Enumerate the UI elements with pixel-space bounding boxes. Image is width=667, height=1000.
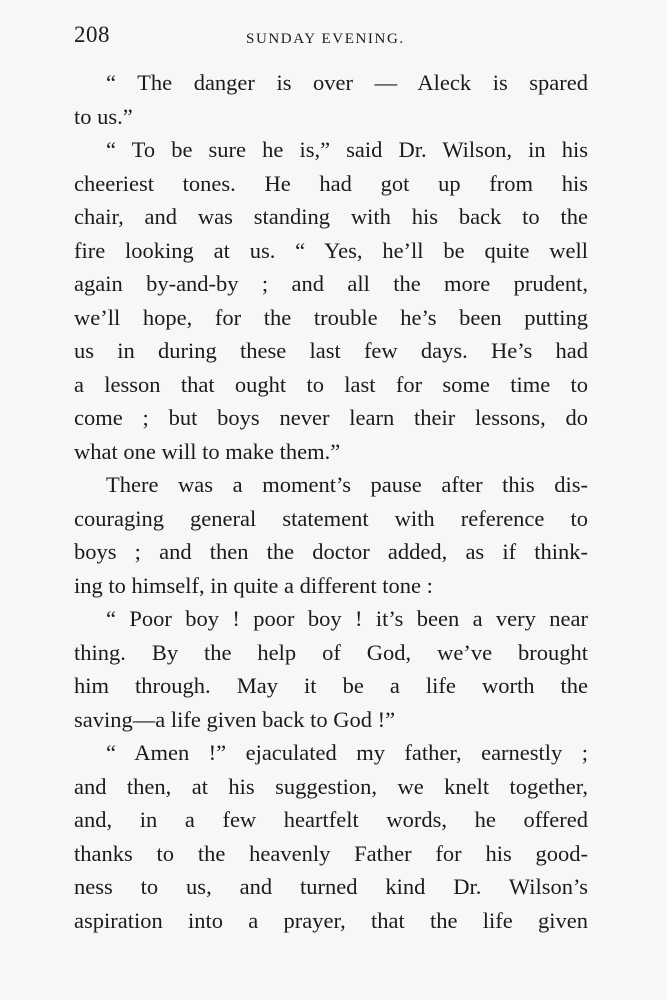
text-line: saving—a life given back to God !” bbox=[74, 706, 396, 732]
text-line: “ Amen !” ejaculated my father, earnestly ; bbox=[106, 740, 588, 765]
paragraph bbox=[74, 468, 588, 602]
text-line: and, in a few heartfelt words, he offered bbox=[74, 807, 588, 832]
text-line: come ; but boys never learn their lessons, do bbox=[74, 405, 588, 430]
paragraph bbox=[74, 66, 588, 133]
running-title: SUNDAY EVENING. bbox=[246, 31, 405, 47]
paragraph bbox=[74, 736, 588, 937]
text-line: chair, and was standing with his back to the bbox=[74, 204, 588, 229]
text-line: again by-and-by ; and all the more prudent, bbox=[74, 271, 588, 296]
text-line: and then, at his suggestion, we knelt together, bbox=[74, 773, 588, 799]
text-line: ing to himself, in quite a different tone : bbox=[74, 572, 433, 598]
text-line: a lesson that ought to last for some time to bbox=[74, 371, 588, 397]
text-line: There was a moment’s pause after this dis- bbox=[106, 472, 588, 497]
body-text bbox=[74, 66, 588, 937]
text-line: him through. May it be a life worth the bbox=[74, 673, 588, 698]
text-line: “ To be sure he is,” said Dr. Wilson, in his bbox=[106, 137, 588, 162]
text-line: what one will to make them.” bbox=[74, 438, 341, 464]
running-head bbox=[74, 22, 586, 52]
text-line: cheeriest tones. He had got up from his bbox=[74, 170, 588, 196]
text-line: ness to us, and turned kind Dr. Wilson’s bbox=[74, 874, 588, 899]
text-line: “ Poor boy ! poor boy ! it’s been a very near bbox=[106, 606, 588, 631]
text-line: boys ; and then the doctor added, as if think- bbox=[74, 539, 588, 564]
paragraph bbox=[74, 602, 588, 736]
text-line: to us.” bbox=[74, 103, 133, 129]
page-number: 208 bbox=[74, 22, 110, 47]
text-line: aspiration into a prayer, that the life given bbox=[74, 907, 588, 933]
text-line: “ The danger is over — Aleck is spared bbox=[106, 70, 588, 95]
text-line: fire looking at us. “ Yes, he’ll be quite well bbox=[74, 237, 588, 263]
text-line: us in during these last few days. He’s had bbox=[74, 338, 588, 363]
text-line: we’ll hope, for the trouble he’s been putting bbox=[74, 304, 588, 330]
paragraph bbox=[74, 133, 588, 468]
text-line: couraging general statement with reference to bbox=[74, 505, 588, 531]
text-line: thing. By the help of God, we’ve brought bbox=[74, 639, 588, 665]
text-line: thanks to the heavenly Father for his good- bbox=[74, 840, 588, 866]
